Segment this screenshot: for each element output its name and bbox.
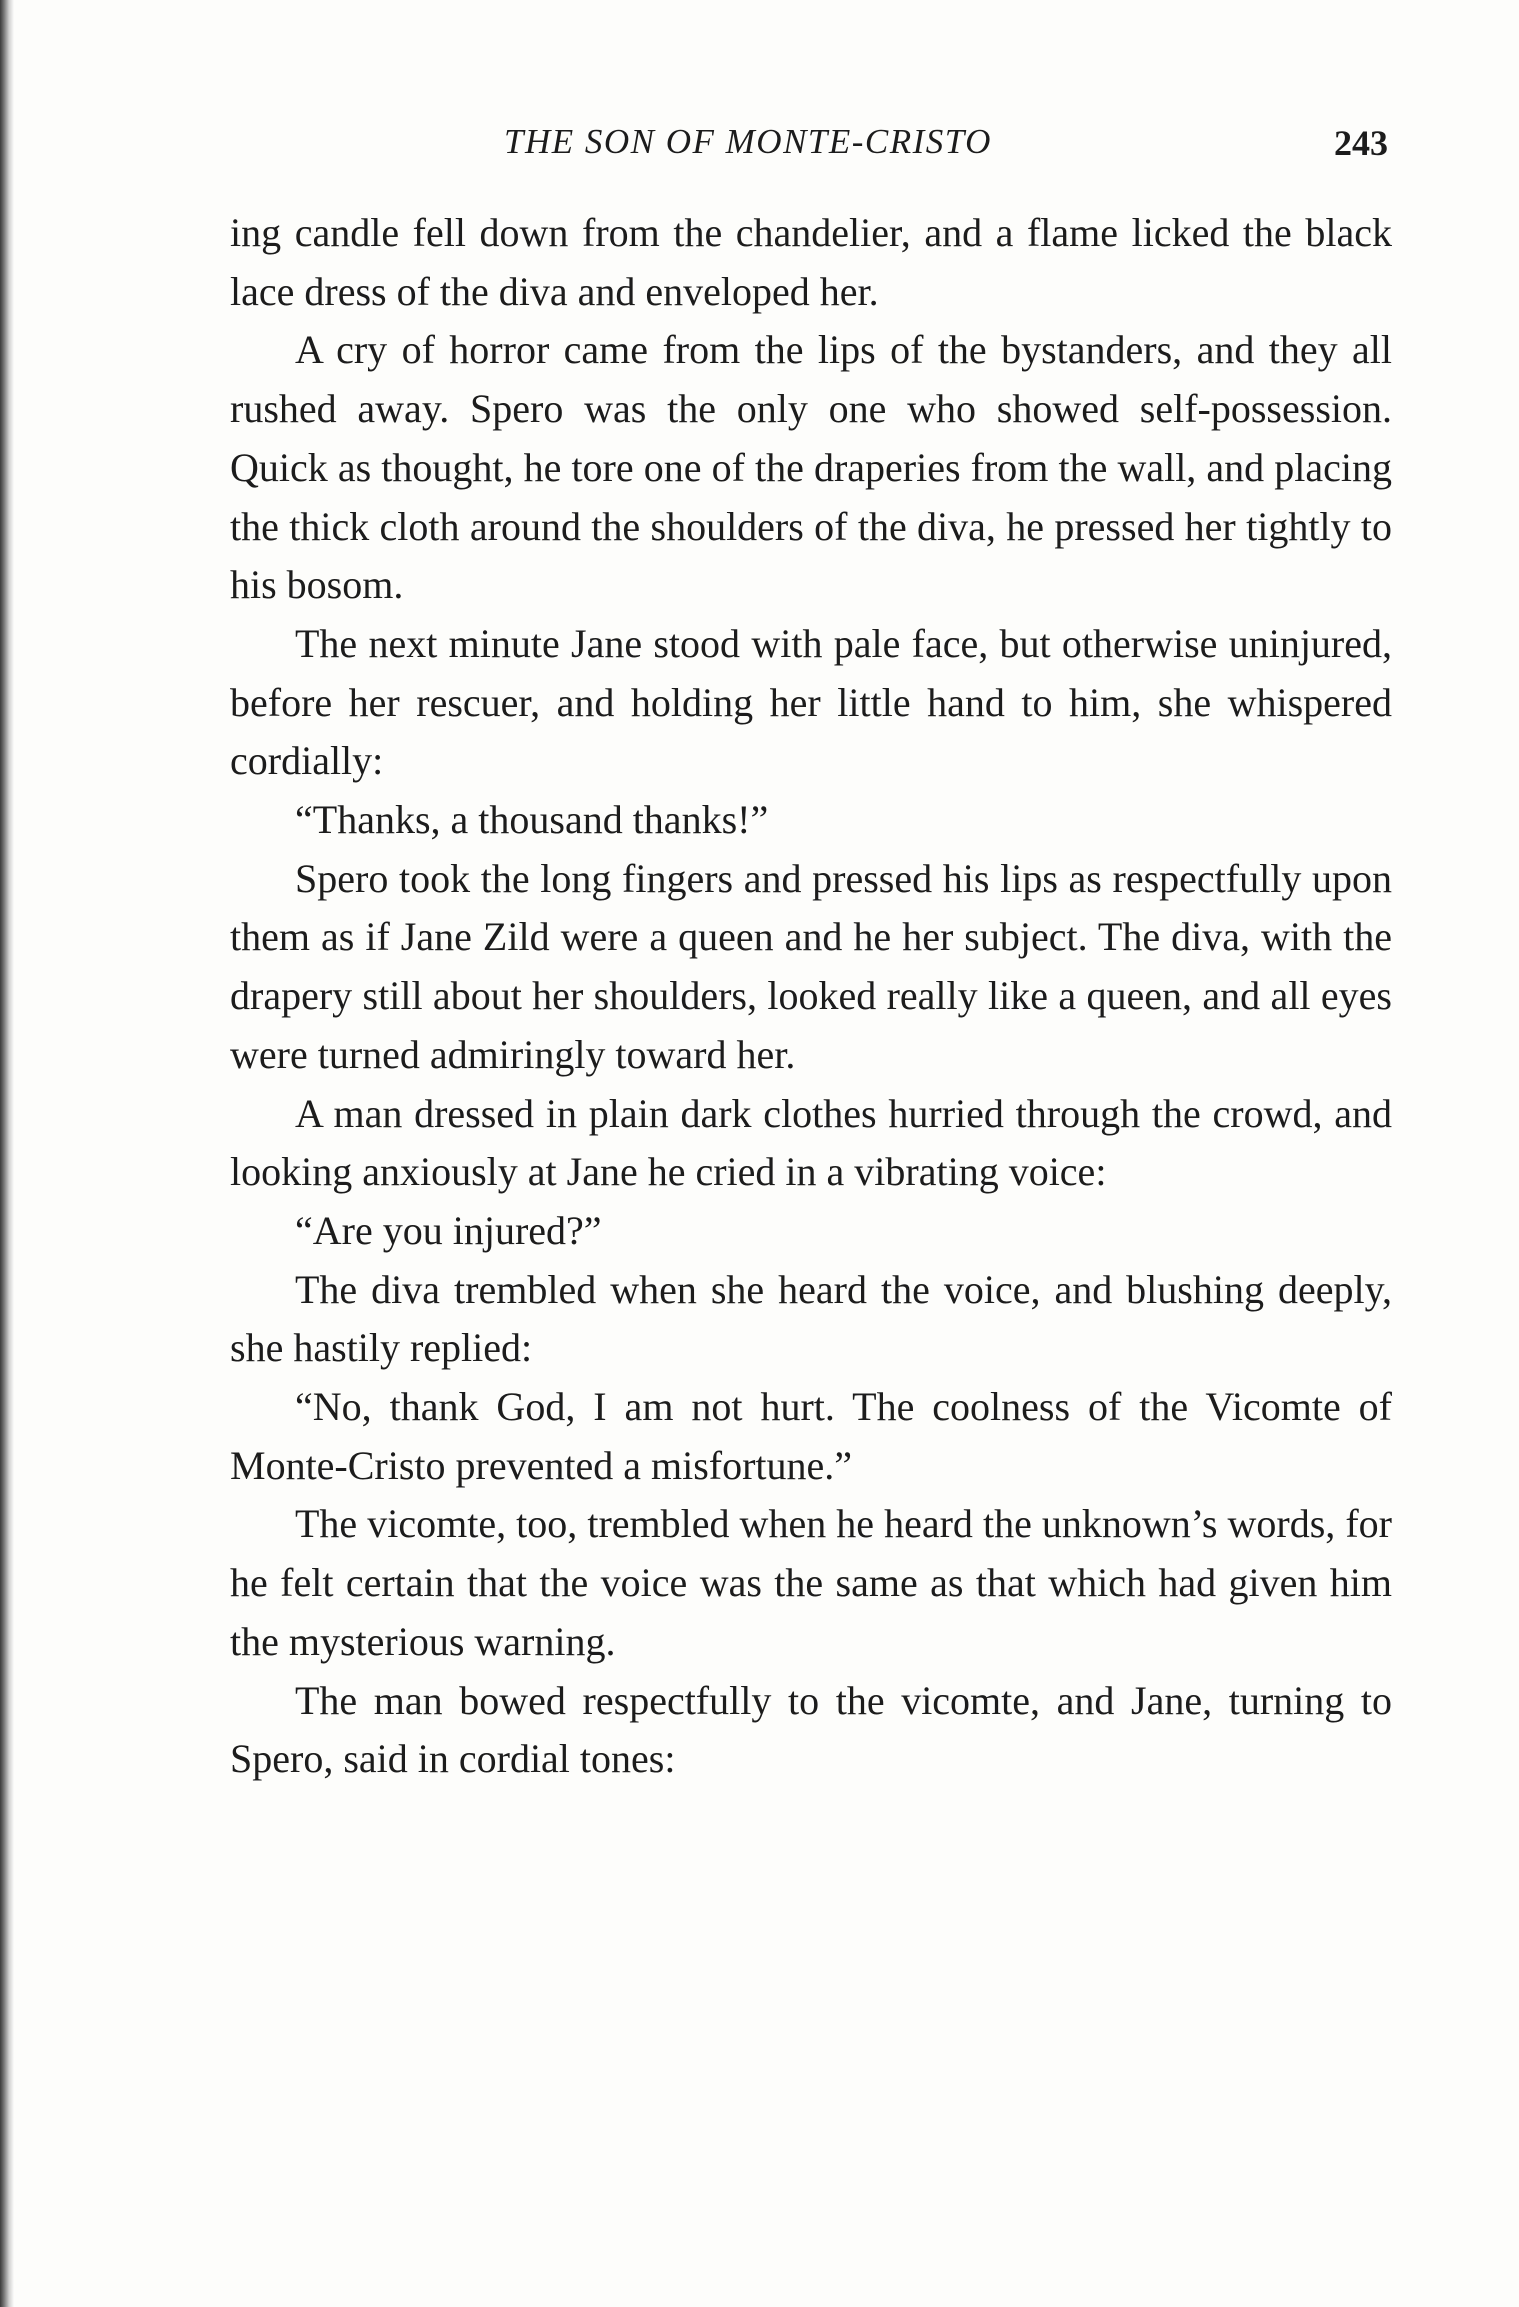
paragraph: The next minute Jane stood with pale face, but otherwise uninjured, before her rescuer, and holding her little hand to him, she whispered cordially: (230, 620, 1392, 784)
running-title: THE SON OF MONTE-CRISTO (504, 122, 992, 161)
dialogue-line: “No, thank God, I am not hurt. The coolness of the Vicomte of Monte-Cristo prevented a misfortune.” (230, 1384, 1392, 1488)
dialogue-line: “Are you injured?” (295, 1207, 602, 1253)
paragraph: The diva trembled when she heard the voice, and blushing deeply, she hastily replied: (230, 1266, 1392, 1371)
page-number: 243 (1334, 123, 1388, 163)
paragraph: The man bowed respectfully to the vicomte, and Jane, turning to Spero, said in cordial tones: (230, 1677, 1392, 1782)
paragraph: A cry of horror came from the lips of the bystanders, and they all rushed away. Spero was the only one who showed self-possession. Quick as thought, he tore one of the draperies from the wall, and placing the thick cloth around the shoulders of the diva, he pressed her tightly to his bosom. (230, 327, 1392, 608)
page-binding-edge (0, 0, 14, 2307)
page-header (230, 122, 1410, 172)
paragraph: A man dressed in plain dark clothes hurried through the crowd, and looking anxiously at Jane he cried in a vibrating voice: (230, 1090, 1392, 1195)
paragraph: Spero took the long fingers and pressed his lips as respectfully upon them as if Jane Zild were a queen and he her subject. The diva, with the drapery still about her shoulders, looked really like a queen, and all eyes were turned admiringly toward her. (230, 855, 1392, 1077)
paragraph: The vicomte, too, trembled when he heard the unknown’s words, for he felt certain that the voice was the same as that which had given him the mysterious warning. (230, 1501, 1392, 1664)
dialogue-line: “Thanks, a thousand thanks!” (295, 797, 769, 843)
body-text (230, 204, 1392, 1789)
paragraph-continuation: ing candle fell down from the chandelier, and a flame licked the black lace dress of the diva and enveloped her. (230, 210, 1392, 314)
